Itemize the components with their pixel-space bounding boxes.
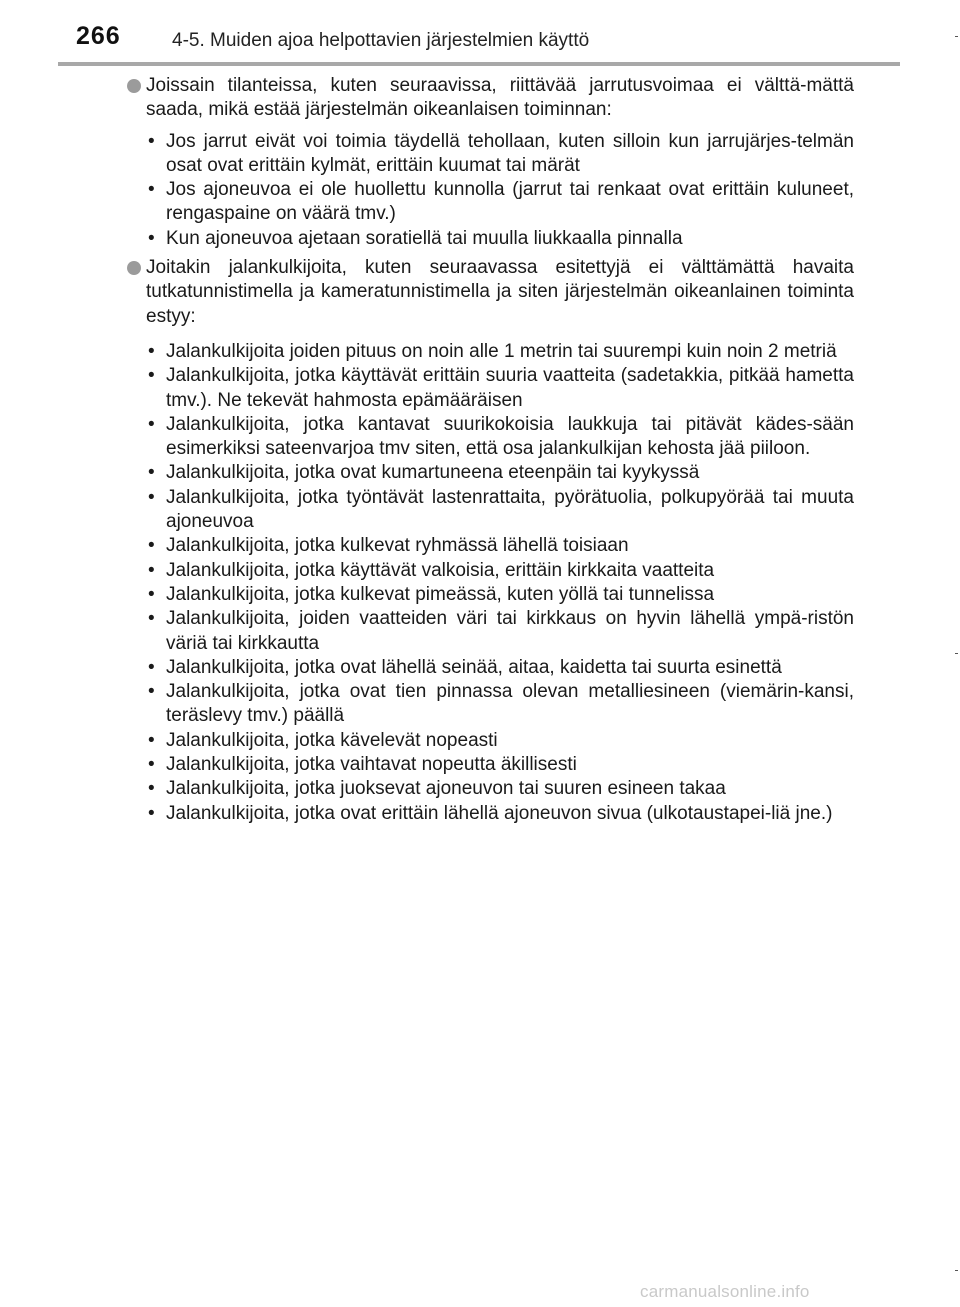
list-item: • Jalankulkijoita joiden pituus on noin alle 1 metrin tai suurempi kuin noin 2 metriä bbox=[148, 340, 854, 364]
pedestrian-conditions-list bbox=[126, 340, 854, 826]
header-rule bbox=[58, 62, 900, 66]
list-item: • Jalankulkijoita, jotka ovat kumartuneena eteenpäin tai kyykyssä bbox=[148, 461, 854, 485]
list-item: • Jalankulkijoita, jotka kulkevat pimeässä, kuten yöllä tai tunnelissa bbox=[148, 583, 854, 607]
list-item: • Jalankulkijoita, jotka käyttävät valkoisia, erittäin kirkkaita vaatteita bbox=[148, 559, 854, 583]
list-item: • Jalankulkijoita, jotka vaihtavat nopeutta äkillisesti bbox=[148, 753, 854, 777]
list-item: • Jalankulkijoita, joiden vaatteiden väri tai kirkkaus on hyvin lähellä ympä-ristön väriä tai kirkkautta bbox=[148, 607, 854, 656]
section-title: 4-5. Muiden ajoa helpottavien järjestelmien käyttö bbox=[172, 30, 590, 51]
list-item: • Jalankulkijoita, jotka ovat erittäin lähellä ajoneuvon sivua (ulkotaustapei-liä jne.) bbox=[148, 802, 854, 826]
list-item: • Jalankulkijoita, jotka ovat tien pinnassa olevan metalliesineen (viemärin-kansi, teräslevy tmv.) päällä bbox=[148, 680, 854, 729]
page-edge-mark bbox=[955, 36, 958, 37]
list-item: • Jalankulkijoita, jotka ovat lähellä seinää, aitaa, kaidetta tai suurta esinettä bbox=[148, 656, 854, 680]
list-item: • Jos ajoneuvoa ei ole huollettu kunnolla (jarrut tai renkaat ovat erittäin kuluneet, rengaspaine on väärä tmv.) bbox=[148, 178, 854, 227]
paragraph-text: Joissain tilanteissa, kuten seuraavissa, riittävää jarrutusvoimaa ei välttä-mättä saada, mikä estää järjestelmän oikeanlaisen toiminnan: bbox=[146, 75, 854, 121]
watermark: carmanualsonline.info bbox=[640, 1282, 810, 1301]
page-edge-mark bbox=[955, 1270, 958, 1271]
paragraph-text: Joitakin jalankulkijoita, kuten seuraavassa esitettyjä ei välttämättä havaita tutkatunnistimella ja kameratunnistimella ja siten järjestelmän oikeanlainen toiminta estyy: bbox=[146, 257, 854, 327]
list-item: • Jalankulkijoita, jotka käyttävät erittäin suuria vaatteita (sadetakkia, pitkää hametta tmv.). Ne tekevät hahmosta epämääräisen bbox=[148, 364, 854, 413]
list-item: • Jalankulkijoita, jotka juoksevat ajoneuvon tai suuren esineen takaa bbox=[148, 777, 854, 801]
paragraph-braking bbox=[126, 74, 854, 123]
list-item: • Kun ajoneuvoa ajetaan soratiellä tai muulla liukkaalla pinnalla bbox=[148, 227, 854, 251]
bullet-circle-icon bbox=[127, 79, 141, 93]
list-item: • Jalankulkijoita, jotka kulkevat ryhmässä lähellä toisiaan bbox=[148, 534, 854, 558]
list-item: • Jalankulkijoita, jotka työntävät lastenrattaita, pyörätuolia, polkupyörää tai muuta ajoneuvoa bbox=[148, 486, 854, 535]
braking-conditions-list bbox=[126, 130, 854, 251]
list-item: • Jos jarrut eivät voi toimia täydellä tehollaan, kuten silloin kun jarrujärjes-telmän osat ovat erittäin kylmät, erittäin kuumat tai märät bbox=[148, 130, 854, 179]
page-number: 266 bbox=[76, 22, 121, 50]
list-item: • Jalankulkijoita, jotka kävelevät nopeasti bbox=[148, 729, 854, 753]
bullet-circle-icon bbox=[127, 261, 141, 275]
content-body bbox=[126, 74, 854, 831]
list-item: • Jalankulkijoita, jotka kantavat suurikokoisia laukkuja tai pitävät kädes-sään esimerkiksi sateenvarjoa tmv siten, että osa jalankulkijan kehosta jää piiloon. bbox=[148, 413, 854, 462]
page-edge-mark bbox=[955, 653, 958, 654]
paragraph-pedestrians bbox=[126, 256, 854, 329]
